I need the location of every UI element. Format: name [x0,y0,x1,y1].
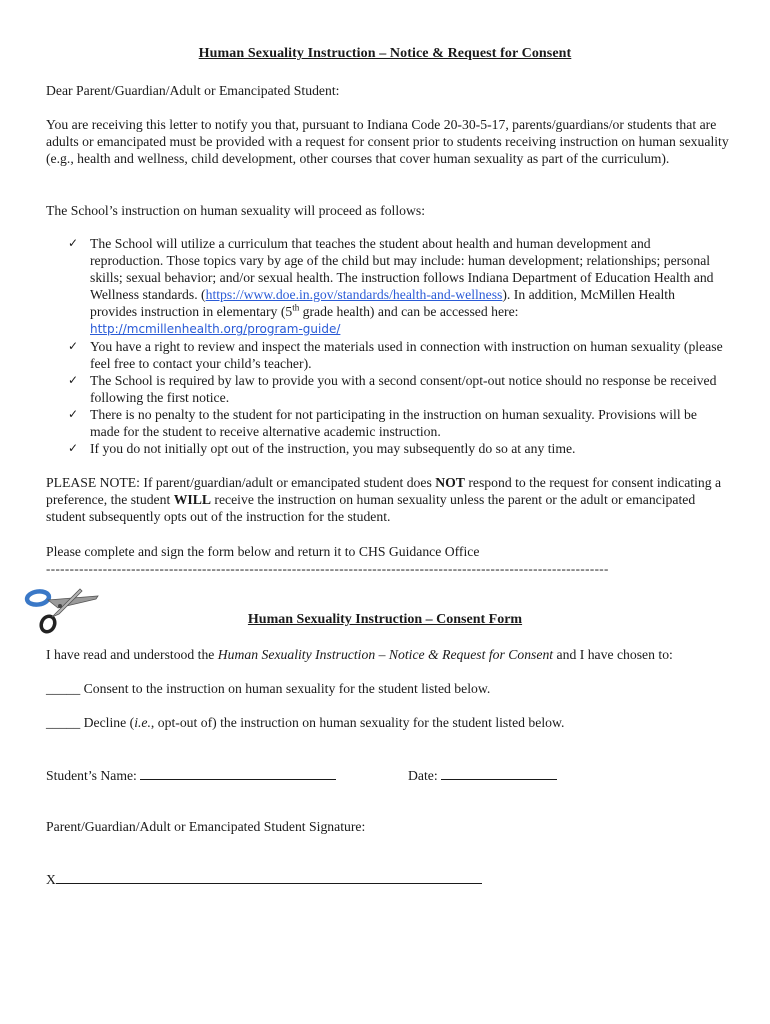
list-item [68,406,723,440]
consent-form-title: Human Sexuality Instruction – Consent Form [247,612,523,627]
signature-field[interactable] [56,870,482,884]
checklist [68,235,723,457]
doe-standards-link[interactable]: https://www.doe.in.gov/standards/health-and-wellness [205,287,503,302]
list-item [68,440,723,457]
superscript: th [292,302,300,313]
decline-option-label: , opt-out of) the instruction on human sexuality for the student listed below. [150,715,565,730]
list-item [68,372,723,406]
decline-option-label: Decline ( [80,715,135,730]
date-label: Date: [408,768,442,783]
ack-document-title: Human Sexuality Instruction – Notice & Request for Consent [217,647,554,662]
student-name-label: Student’s Name: [46,768,141,783]
scissors-icon [22,584,102,636]
bullet-text: The School is required by law to provide you with a second consent/opt-out notice should no response be received following the first notice. [90,373,717,405]
return-instruction: Please complete and sign the form below and return it to CHS Guidance Office [46,544,480,559]
proceed-paragraph: The School’s instruction on human sexuality will proceed as follows: [46,203,426,218]
note-text: receive the instruction on human sexuality unless the parent or the adult or emancipated student subsequently opts out of the instruction for the student. [46,492,696,524]
bullet-text: grade health) and can be accessed here: [299,304,519,319]
note-text: PLEASE NOTE: If parent/guardian/adult or emancipated student does [46,475,436,490]
cut-line: ----------------------------------------------------------------------------------------------------------------------- [46,561,609,576]
intro-paragraph: You are receiving this letter to notify you that, pursuant to Indiana Code 20-30-5-17, parents/guardians/or students that are adults or emancipated must be provided with a request for consent prior to students receiving instruction on human sexuality (e.g., health and wellness, child development, other courses that cover human sexuality as part of the curriculum). [46,117,729,166]
page-title: Human Sexuality Instruction – Notice & Request for Consent [198,46,572,61]
list-item [68,235,723,338]
consent-blank-field[interactable]: _____ [46,681,81,696]
consent-option-label: Consent to the instruction on human sexuality for the student listed below. [80,681,491,696]
ack-text: I have read and understood the [46,647,218,662]
bullet-text: You have a right to review and inspect the materials used in connection with instruction on human sexuality (please feel free to contact your child’s teacher). [90,339,723,371]
note-emphasis: NOT [435,475,465,490]
decline-ie: i.e. [134,715,151,730]
bullet-text: If you do not initially opt out of the instruction, you may subsequently do so at any time. [90,441,576,456]
date-field[interactable] [441,766,557,780]
signature-x-mark: X [46,872,56,887]
consent-option [46,680,736,697]
note-emphasis: WILL [173,492,211,507]
note-text: respond to the request for consent indicating a preference, the student [46,475,722,507]
checkmark-icon: ✓ [68,373,79,387]
student-name-field[interactable] [140,766,336,780]
checkmark-icon: ✓ [68,441,79,455]
bullet-text: The School will utilize a curriculum that teaches the student about health and human development and reproduction. Those topics vary by age of the child but may include: human development; relationships; personal skills; sexual behavior; and/or sexual health. The instruction follows Indiana Department of Education Health and Wellness standards. ( [90,236,714,302]
mcmillen-health-link[interactable]: http://mcmillenhealth.org/program-guide/ [90,322,341,336]
checkmark-icon: ✓ [68,339,79,353]
decline-option [46,714,736,731]
signature-label: Parent/Guardian/Adult or Emancipated Student Signature: [46,819,366,834]
bullet-text: ). In addition, McMillen Health provides instruction in elementary (5 [90,287,675,319]
list-item [68,338,723,372]
salutation: Dear Parent/Guardian/Adult or Emancipated Student: [46,83,340,98]
bullet-text: There is no penalty to the student for not participating in the instruction on human sexuality. Provisions will be made for the student to receive alternative academic instruction. [90,407,697,439]
acknowledgement-paragraph [46,646,736,663]
checkmark-icon: ✓ [68,236,79,250]
ack-text: and I have chosen to: [553,647,673,662]
checkmark-icon: ✓ [68,407,79,421]
date-row [408,766,557,784]
signature-row [46,870,736,888]
please-note-paragraph [46,474,736,525]
decline-blank-field[interactable]: _____ [46,715,81,730]
student-name-row [46,766,736,784]
